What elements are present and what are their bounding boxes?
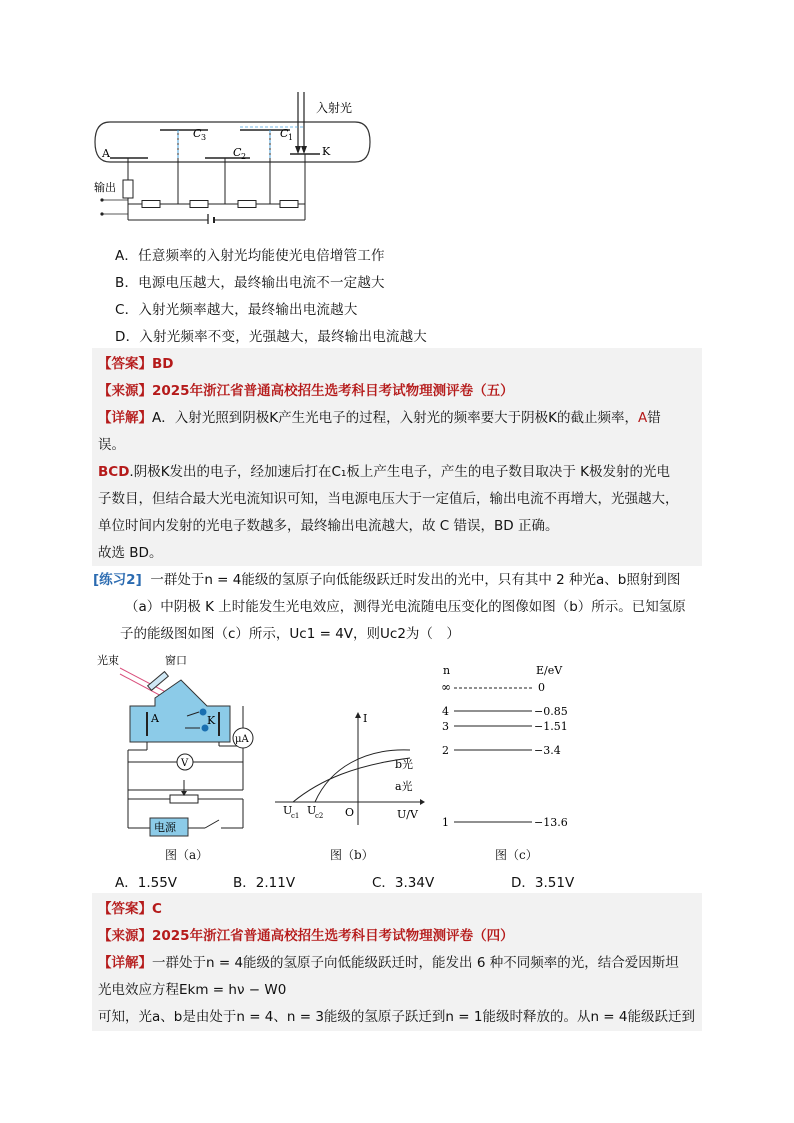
- q1-conclusion: 故选 BD。: [98, 545, 163, 561]
- beam-label: 光束: [97, 654, 119, 667]
- q2-detail-line-1: 【详解】一群处于n = 4能级的氢原子向低能级跃迁时，能发出 6 种不同频率的光，结合爱因斯坦: [98, 955, 679, 971]
- q2-line-1: [练习2] 一群处于n = 4能级的氢原子向低能级跃迁时发出的光中，只有其中 2 种光a、b照射到图: [93, 572, 681, 588]
- q1-answer: BD: [152, 356, 174, 372]
- photocurrent-graph: [275, 710, 425, 830]
- level-e-1: −13.6: [534, 816, 568, 829]
- level-n-2: 2: [442, 744, 449, 757]
- label-C2-sub: 2: [241, 152, 247, 161]
- label-C2: C: [233, 146, 242, 159]
- level-n-inf: ∞: [441, 680, 451, 694]
- caption-c: 图（c）: [495, 848, 538, 862]
- level-e-inf: 0: [538, 681, 545, 694]
- q1-source-line: 【来源】2025年浙江省普通高校招生选考科目考试物理测评卷（五）: [98, 383, 514, 399]
- voltmeter-label: V: [181, 758, 189, 769]
- svg-text:c2: c2: [315, 812, 324, 820]
- b-light-label: b光: [395, 758, 414, 771]
- q2-tag: [练习2]: [93, 572, 142, 588]
- q1-detail-line-2: 误。: [98, 437, 125, 453]
- label-A: A: [102, 147, 110, 160]
- q1-option-c: C．入射光频率越大，最终输出电流越大: [115, 302, 358, 318]
- level-n-3: 3: [442, 720, 449, 733]
- tube-K-label: K: [207, 714, 216, 727]
- q2-answer: C: [152, 901, 162, 917]
- q2-detail-line-2: 光电效应方程Ekm = hν − W0: [98, 982, 287, 998]
- uc1-label: U: [283, 804, 293, 817]
- q1-option-d: D．入射光频率不变，光强越大，最终输出电流越大: [115, 329, 427, 345]
- uc2-label: U: [307, 804, 317, 817]
- energy-level-diagram: [440, 660, 590, 835]
- photomultiplier-diagram: [90, 92, 380, 224]
- q2-detail-line-3: 可知，光a、b是由处于n = 4、n = 3能级的氢原子跃迁到n = 1能级时释放的。从n = 4能级跃迁到: [98, 1009, 695, 1025]
- caption-a: 图（a）: [165, 848, 209, 862]
- level-n-1: 1: [442, 816, 449, 829]
- q2-line-3: 子的能级图如图（c）所示，Uc1 = 4V，则Uc2为（ ）: [120, 626, 460, 642]
- q1-bcd-line-3: 单位时间内发射的光电子数越多，最终输出电流越大，故 C 错误，BD 正确。: [98, 518, 559, 534]
- level-e-4: −0.85: [534, 705, 568, 718]
- microammeter-label: μA: [235, 734, 249, 745]
- level-e-2: −3.4: [534, 744, 561, 757]
- q2-source: 2025年浙江省普通高校招生选考科目考试物理测评卷（四）: [152, 928, 514, 944]
- q2-choice-c: C．3.34V: [372, 875, 435, 891]
- q1-answer-line: 【答案】BD: [98, 356, 174, 372]
- level-e-3: −1.51: [534, 720, 568, 733]
- n-header: n: [443, 664, 451, 677]
- power-source-label: 电源: [154, 821, 176, 834]
- q2-line-2: （a）中阴极 K 上时能发生光电效应，测得光电流随电压变化的图像如图（b）所示。已知氢原: [125, 599, 686, 615]
- window-label: 窗口: [165, 654, 187, 667]
- q1-detail-line-1: 【详解】A．入射光照到阴极K产生光电子的过程，入射光的频率要大于阴极K的截止频率，A错: [98, 410, 661, 426]
- caption-b: 图（b）: [330, 848, 374, 862]
- label-K: K: [322, 145, 331, 158]
- axis-U: U/V: [397, 808, 418, 821]
- a-light-label: a光: [395, 780, 413, 793]
- label-C3-sub: 3: [201, 133, 207, 142]
- phototube-circuit-diagram: [95, 650, 265, 840]
- label-C1: C: [280, 127, 289, 140]
- label-C3: C: [193, 127, 202, 140]
- level-n-4: 4: [442, 705, 449, 718]
- axis-I: I: [363, 712, 368, 725]
- label-C1-sub: 1: [288, 133, 294, 142]
- q2-source-line: 【来源】2025年浙江省普通高校招生选考科目考试物理测评卷（四）: [98, 928, 514, 944]
- light-label: 入射光: [316, 101, 353, 115]
- q2-choice-a: A．1.55V: [115, 875, 178, 891]
- q1-option-b: B．电源电压越大，最终输出电流不一定越大: [115, 275, 385, 291]
- q1-source: 2025年浙江省普通高校招生选考科目考试物理测评卷（五）: [152, 383, 514, 399]
- output-label: 输出: [94, 181, 116, 194]
- q2-answer-line: 【答案】C: [98, 901, 162, 917]
- e-header: E/eV: [536, 664, 563, 677]
- origin-O: O: [345, 806, 355, 819]
- svg-text:c1: c1: [291, 812, 300, 820]
- q1-bcd-line-2: 子数目，但结合最大光电流知识可知，当电源电压大于一定值后，输出电流不再增大，光强越大，: [98, 491, 679, 507]
- q2-choice-b: B．2.11V: [233, 875, 296, 891]
- q1-option-a: A．任意频率的入射光均能使光电倍增管工作: [115, 248, 385, 264]
- q2-choice-d: D．3.51V: [511, 875, 575, 891]
- tube-A-label: A: [151, 712, 159, 725]
- q1-bcd-line-1: BCD.阴极K发出的电子，经加速后打在C₁板上产生电子，产生的电子数目取决于 K极发射的光电: [98, 464, 671, 480]
